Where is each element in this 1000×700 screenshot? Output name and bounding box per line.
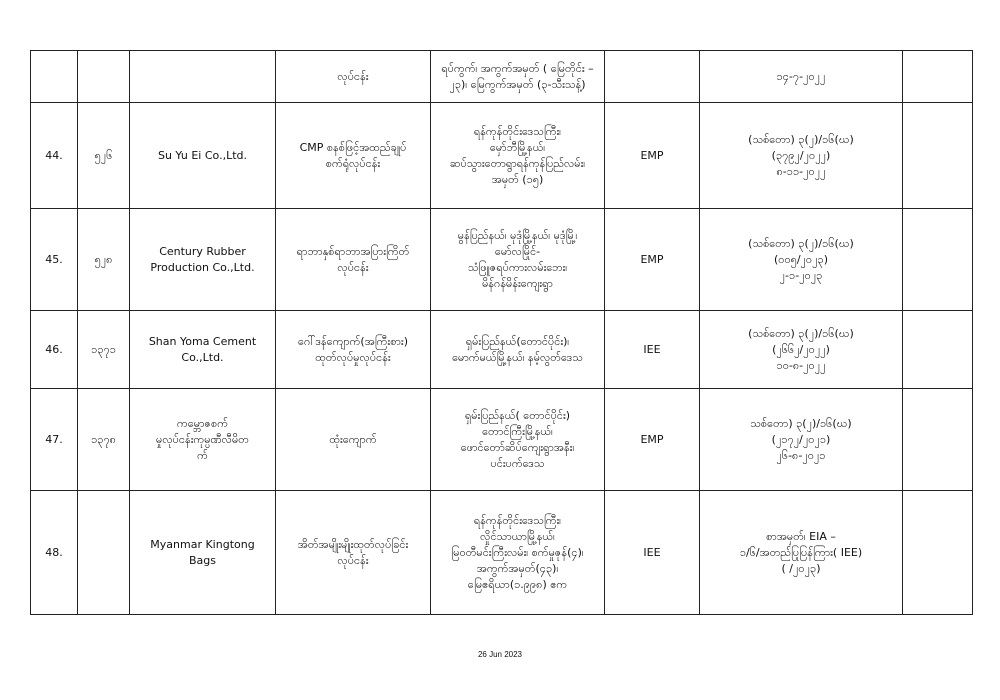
row-number: 46.	[31, 311, 78, 389]
location: ရှမ်းပြည်နယ်( တောင်ပိုင်း) တောင်ကြီးမြို့နယ်၊ ဖောင်တော်ဆိပ်ကျေးရွာအနီး၊ ပင်းပက်ဒေသ	[431, 389, 605, 491]
table-row	[31, 103, 973, 209]
report-type: EMP	[605, 389, 700, 491]
report-type: EMP	[605, 103, 700, 209]
company-name: Shan Yoma Cement Co.,Ltd.	[130, 311, 276, 389]
approval-ref: (သစ်တော) ၃(၂)/၁၆(ဃ) (၃၇၉၂/၂၀၂၂) ၈-၁၁-၂၀၂၂	[700, 103, 903, 209]
location: ရပ်ကွက်၊ အကွက်အမှတ် ( မြေတိုင်း – ၂၃)၊ မြေကွက်အမှတ် (၃-သီးသန့်)	[431, 51, 605, 103]
business-type: ရာဘာနှစ်ရာဘာအပြားကြိတ် လုပ်ငန်း	[276, 209, 431, 311]
remark	[903, 209, 973, 311]
business-type: အိတ်အမျိုးမျိုးထုတ်လုပ်ခြင်း လုပ်ငန်း	[276, 491, 431, 615]
location: ရန်ကုန်တိုင်းဒေသကြီး၊ မှော်ဘီမြို့နယ်၊ ဆပ်သွားတောရွာရန်ကုန်ပြည်လမ်း၊ အမှတ် (၁၅)	[431, 103, 605, 209]
company-name: Myanmar Kingtong Bags	[130, 491, 276, 615]
permit-id: ၅၂၈	[78, 209, 130, 311]
company-name: Su Yu Ei Co.,Ltd.	[130, 103, 276, 209]
business-type: ထုံးကျောက်	[276, 389, 431, 491]
report-type: IEE	[605, 491, 700, 615]
business-type: ဂေါ်ဒန်ကျောက်(အကြီးစား) ထုတ်လုပ်မှုလုပ်ငန်း	[276, 311, 431, 389]
approval-ref: (သစ်တော) ၃(၂)/၁၆(ဃ) (၀၀၅/၂၀၂၃) ၂-၁-၂၀၂၃	[700, 209, 903, 311]
row-number: 48.	[31, 491, 78, 615]
table-row	[31, 209, 973, 311]
remark	[903, 103, 973, 209]
remark	[903, 389, 973, 491]
remark	[903, 51, 973, 103]
table-row	[31, 311, 973, 389]
approval-ref: ၁၄-၇-၂၀၂၂	[700, 51, 903, 103]
report-type	[605, 51, 700, 103]
company-name: ကမ္ဘောဇစက် မှုလုပ်ငန်းကုမ္ပဏီလီမိတ က်	[130, 389, 276, 491]
location: ရှမ်းပြည်နယ်(တောင်ပိုင်း)၊ မောက်မယ်မြို့နယ်၊ နမ့်လွတ်ဒေသ	[431, 311, 605, 389]
location: မွန်ပြည်နယ်၊ မုဒုံမြို့နယ်၊ မုဒုံမြို့၊ မော်လမြိုင်- သံဖြူဇရပ်ကားလမ်းဘေး၊ မိန်ဂန်မိန်းကျေးရွာ	[431, 209, 605, 311]
company-name	[130, 51, 276, 103]
company-name: Century Rubber Production Co.,Ltd.	[130, 209, 276, 311]
permit-id: ၅၂၆	[78, 103, 130, 209]
permit-id: ၁၃၇၈	[78, 389, 130, 491]
row-number: 45.	[31, 209, 78, 311]
remark	[903, 491, 973, 615]
report-type: EMP	[605, 209, 700, 311]
row-number: 47.	[31, 389, 78, 491]
permit-id	[78, 51, 130, 103]
footer-date: 26 Jun 2023	[477, 650, 523, 659]
permit-id: ၁၃၇၁	[78, 311, 130, 389]
approval-ref: သစ်တော) ၃(၂)/၁၆(ဃ) (၂၁၇၂/၂၀၂၁) ၂၆-၈-၂၀၂၁	[700, 389, 903, 491]
location: ရန်ကုန်တိုင်းဒေသကြီး၊ လှိုင်သာယာမြို့နယ်၊ မြဝတီမင်းကြီးလမ်း၊ စက်မှုဇုန်(၄)၊ အကွက်အမှတ်(၄၃)၊ မြေဧရိယာ(၁.၉၉၈) ဧက	[431, 491, 605, 615]
row-number: 44.	[31, 103, 78, 209]
registry-table	[30, 50, 973, 615]
remark	[903, 311, 973, 389]
row-number	[31, 51, 78, 103]
table-row	[31, 51, 973, 103]
approval-ref: စာအမှတ်၊ EIA – ၁/၆/အတည်ပြုပြန်ကြား( IEE) ( /၂၀၂၃)	[700, 491, 903, 615]
report-type: IEE	[605, 311, 700, 389]
table-row	[31, 389, 973, 491]
table-row	[31, 491, 973, 615]
approval-ref: (သစ်တော) ၃(၂)/၁၆(ဃ) (၂၆၆၂/၂၀၂၂) ၁၀-၈-၂၀၂၂	[700, 311, 903, 389]
permit-id	[78, 491, 130, 615]
business-type: CMP စနစ်ဖြင့်အထည်ချုပ် စက်ရုံလုပ်ငန်း	[276, 103, 431, 209]
business-type: လုပ်ငန်း	[276, 51, 431, 103]
